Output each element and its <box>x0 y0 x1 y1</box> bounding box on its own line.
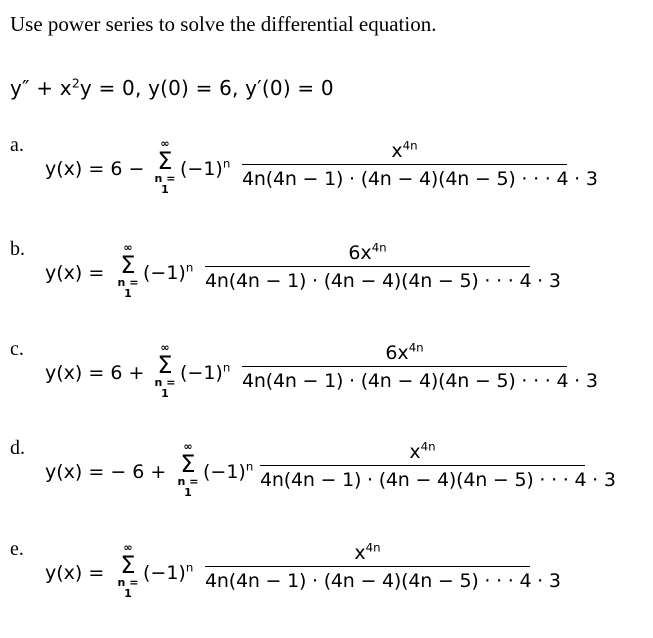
choice-letter: b. <box>10 238 25 260</box>
sign-exponent: n <box>245 459 254 474</box>
choice-letter: e. <box>10 538 24 560</box>
given-equation <box>10 76 334 100</box>
fraction-bar <box>242 164 567 165</box>
question-text: Use power series to solve the differential equation. <box>10 12 437 36</box>
choice-d[interactable] <box>10 437 650 537</box>
choice-b[interactable] <box>10 238 650 338</box>
fraction-bar <box>242 366 567 367</box>
choice-letter: a. <box>10 134 24 156</box>
choice-a[interactable] <box>10 134 650 234</box>
choice-prefix: y(x) = <box>45 262 105 284</box>
summation <box>150 342 180 399</box>
sum-lower-limit: n = 1 <box>117 276 139 300</box>
numerator <box>205 542 530 564</box>
fraction <box>205 540 561 592</box>
sigma-symbol: Σ <box>157 351 173 379</box>
sign-term <box>180 362 230 384</box>
denominator: 4n(4n − 1) · (4n − 4)(4n − 5) · · · 4 · 3 <box>205 570 561 592</box>
choice-expression <box>10 338 650 438</box>
numerator-exponent: 4n <box>365 540 381 555</box>
sign-exponent: n <box>185 560 194 575</box>
sign-term <box>180 158 230 180</box>
sign-exponent: n <box>222 156 231 171</box>
denominator: 4n(4n − 1) · (4n − 4)(4n − 5) · · · 4 · 3 <box>205 270 561 292</box>
sign-exponent: n <box>185 260 194 275</box>
summation <box>113 542 143 599</box>
fraction-bar <box>205 566 530 567</box>
sigma-symbol: Σ <box>120 551 136 579</box>
choice-letter: d. <box>10 437 25 459</box>
numerator <box>242 140 567 162</box>
summation <box>113 242 143 299</box>
numerator-base: 6x <box>385 342 409 364</box>
choice-prefix: y(x) = <box>45 562 105 584</box>
sign-term <box>143 262 193 284</box>
fraction-bar <box>260 465 585 466</box>
choice-expression <box>10 238 650 338</box>
sum-upper-limit: ∞ <box>123 241 133 254</box>
sigma-symbol: Σ <box>180 450 196 478</box>
fraction <box>205 240 561 292</box>
numerator-base: x <box>409 441 421 463</box>
sigma-symbol: Σ <box>157 147 173 175</box>
choice-prefix: y(x) = 6 + <box>45 362 145 384</box>
choice-prefix: y(x) = − 6 + <box>45 461 167 483</box>
sum-upper-limit: ∞ <box>160 137 170 150</box>
sign-base: (−1) <box>143 262 186 284</box>
fraction <box>260 439 616 491</box>
numerator <box>260 441 585 463</box>
choice-expression <box>10 538 650 638</box>
numerator-base: 6x <box>348 242 372 264</box>
denominator: 4n(4n − 1) · (4n − 4)(4n − 5) · · · 4 · 3 <box>242 168 598 190</box>
fraction <box>242 340 598 392</box>
numerator-exponent: 4n <box>402 138 418 153</box>
numerator-exponent: 4n <box>420 439 436 454</box>
sum-upper-limit: ∞ <box>160 341 170 354</box>
sign-base: (−1) <box>203 461 246 483</box>
sum-upper-limit: ∞ <box>183 440 193 453</box>
choice-expression <box>10 437 650 537</box>
sign-base: (−1) <box>180 362 223 384</box>
choice-prefix: y(x) = 6 − <box>45 158 145 180</box>
sigma-symbol: Σ <box>120 251 136 279</box>
sign-base: (−1) <box>143 562 186 584</box>
denominator: 4n(4n − 1) · (4n − 4)(4n − 5) · · · 4 · 3 <box>260 469 616 491</box>
choice-e[interactable] <box>10 538 650 638</box>
sign-term <box>203 461 253 483</box>
given-equation-exponent: 2 <box>71 75 80 91</box>
fraction-bar <box>205 266 530 267</box>
summation <box>173 441 203 498</box>
summation <box>150 138 180 195</box>
sum-lower-limit: n = 1 <box>154 172 176 196</box>
sum-lower-limit: n = 1 <box>154 376 176 400</box>
choice-c[interactable] <box>10 338 650 438</box>
choice-letter: c. <box>10 338 24 360</box>
given-equation-lhs: y″ + x <box>10 76 72 100</box>
sum-lower-limit: n = 1 <box>117 576 139 600</box>
sum-upper-limit: ∞ <box>123 541 133 554</box>
numerator-base: x <box>391 140 403 162</box>
sum-lower-limit: n = 1 <box>177 475 199 499</box>
numerator <box>205 242 530 264</box>
given-equation-rest: y = 0, y(0) = 6, y′(0) = 0 <box>79 76 334 100</box>
denominator: 4n(4n − 1) · (4n − 4)(4n − 5) · · · 4 · 3 <box>242 370 598 392</box>
choice-expression <box>10 134 650 234</box>
sign-exponent: n <box>222 360 231 375</box>
sign-base: (−1) <box>180 158 223 180</box>
numerator-base: x <box>354 542 366 564</box>
numerator <box>242 342 567 364</box>
numerator-exponent: 4n <box>408 340 424 355</box>
fraction <box>242 138 598 190</box>
numerator-exponent: 4n <box>371 240 387 255</box>
sign-term <box>143 562 193 584</box>
